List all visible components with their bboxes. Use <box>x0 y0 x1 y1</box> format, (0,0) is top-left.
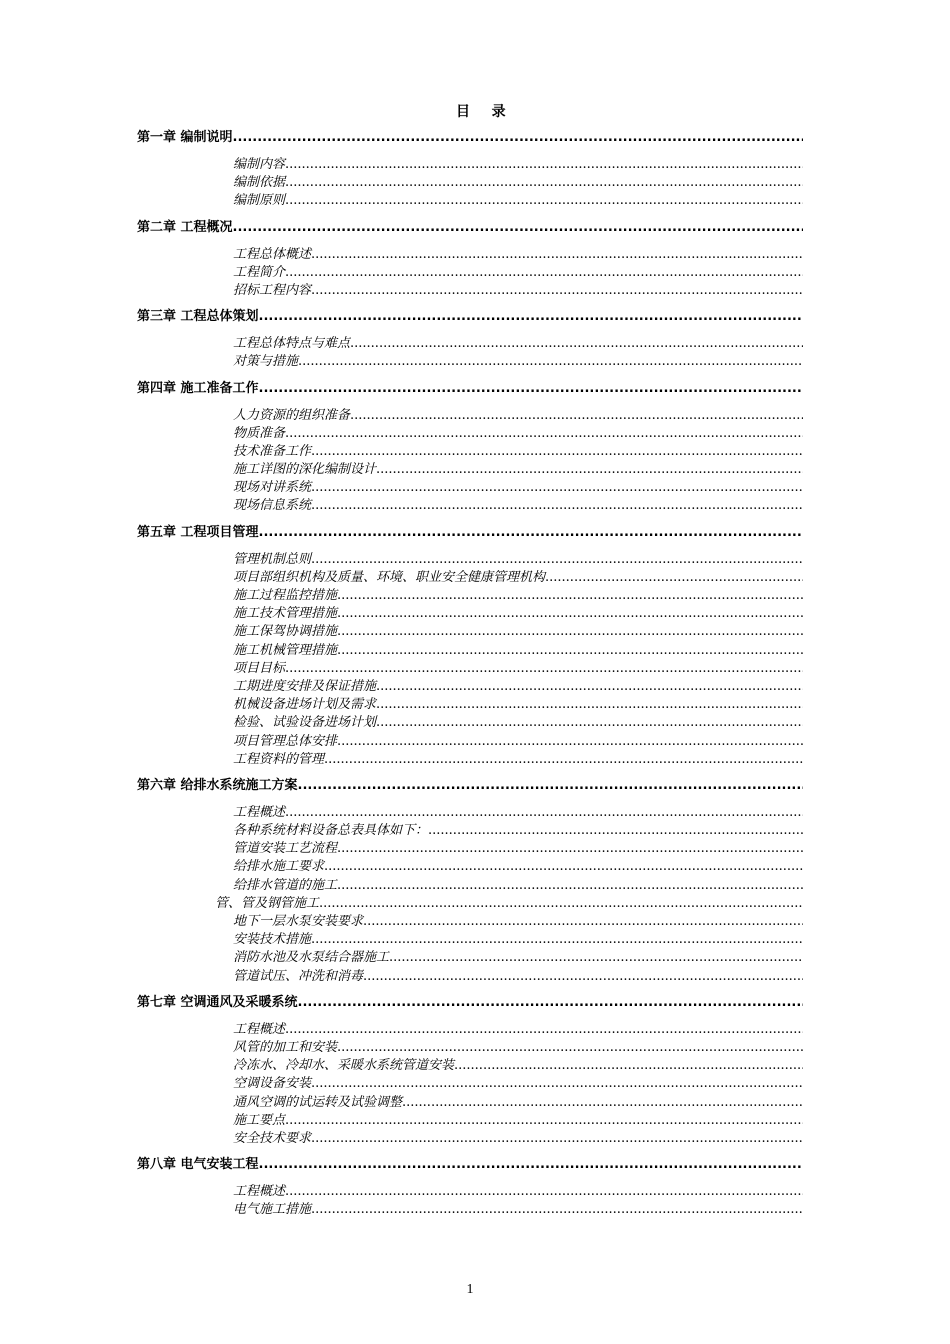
section-title: 管道安装工艺流程 <box>233 841 338 857</box>
toc-section-entry[interactable] <box>137 877 803 895</box>
section-title: 项目管理总体安排 <box>233 733 338 749</box>
chapter-title: 第八章 电气安装工程 <box>137 1157 259 1173</box>
toc-section-entry[interactable] <box>137 282 803 300</box>
section-title: 工程概述 <box>233 804 286 820</box>
dot-leader <box>319 895 803 913</box>
section-title: 工期进度安排及保证措施 <box>233 678 377 694</box>
toc-chapter-entry[interactable] <box>137 218 803 237</box>
dot-leader <box>311 1075 803 1093</box>
section-title: 管理机制总则 <box>233 551 312 567</box>
dot-leader <box>298 993 803 1012</box>
dot-leader <box>285 1021 803 1039</box>
dot-leader <box>285 264 803 282</box>
toc-section-entry[interactable] <box>137 497 803 515</box>
toc-chapter-entry[interactable] <box>137 128 803 147</box>
dot-leader <box>298 353 803 371</box>
section-title: 项目目标 <box>233 660 286 676</box>
toc-section-entry[interactable] <box>137 461 803 479</box>
toc-section-entry[interactable] <box>137 751 803 769</box>
section-title: 各种系统材料设备总表具体如下： <box>233 823 429 839</box>
toc-section-entry[interactable] <box>137 353 803 371</box>
dot-leader <box>285 1112 803 1130</box>
dot-leader <box>259 1155 803 1174</box>
section-title: 施工过程监控措施 <box>233 588 338 603</box>
toc-section-entry[interactable] <box>137 174 803 192</box>
dot-leader <box>259 307 803 326</box>
section-title: 消防水池及水泵结合器施工 <box>233 950 390 966</box>
toc-section-entry[interactable] <box>137 968 803 986</box>
chapter-title: 第三章 工程总体策划 <box>137 309 259 325</box>
toc-section-entry[interactable] <box>137 246 803 264</box>
dot-leader <box>337 877 803 895</box>
dot-leader <box>285 804 803 822</box>
toc-section-entry[interactable] <box>137 678 803 696</box>
toc-section-entry[interactable] <box>137 949 803 967</box>
toc-section-entry[interactable] <box>137 660 803 678</box>
dot-leader <box>337 605 803 623</box>
dot-leader <box>376 461 803 479</box>
dot-leader <box>285 660 803 678</box>
toc-section-entry[interactable] <box>137 335 803 353</box>
toc-section-entry[interactable] <box>137 642 803 660</box>
section-title: 施工详图的深化编制设计 <box>233 462 377 478</box>
dot-leader <box>337 840 803 858</box>
toc-section-entry[interactable] <box>137 913 803 931</box>
toc-section-entry[interactable] <box>137 479 803 497</box>
section-title: 技术准备工作 <box>233 443 312 459</box>
toc-section-entry[interactable] <box>137 623 803 641</box>
dot-leader <box>259 523 803 542</box>
dot-leader <box>363 913 803 931</box>
dot-leader <box>337 1039 803 1057</box>
dot-leader <box>285 425 803 443</box>
toc-chapter-entry[interactable] <box>137 993 803 1012</box>
toc-section-entry[interactable] <box>137 407 803 425</box>
toc-section-entry[interactable] <box>137 696 803 714</box>
section-title: 施工技术管理措施 <box>233 606 338 622</box>
section-title: 电气施工措施 <box>233 1202 312 1218</box>
dot-leader <box>285 192 803 210</box>
section-title: 管、管及钢管施工 <box>215 895 320 911</box>
chapter-title: 第四章 施工准备工作 <box>137 380 259 396</box>
section-title: 现场对讲系统 <box>233 480 312 496</box>
toc-chapter-entry[interactable] <box>137 379 803 398</box>
section-title: 工程资料的管理 <box>233 751 325 767</box>
toc-section-entry[interactable] <box>137 1094 803 1112</box>
toc-title: 目 录 <box>455 104 515 120</box>
dot-leader <box>298 776 803 795</box>
dot-leader <box>285 1183 803 1201</box>
dot-leader <box>324 858 803 876</box>
toc-section-entry[interactable] <box>137 804 803 822</box>
toc-section-entry[interactable] <box>137 443 803 461</box>
section-title: 工程简介 <box>233 264 286 280</box>
toc-section-entry[interactable] <box>137 192 803 210</box>
toc-section-entry[interactable] <box>137 605 803 623</box>
dot-leader <box>311 551 803 569</box>
section-title: 地下一层水泵安装要求 <box>233 914 364 929</box>
dot-leader <box>337 623 803 641</box>
toc-section-entry[interactable] <box>137 1183 803 1201</box>
toc-section-entry[interactable] <box>137 1057 803 1075</box>
toc-section-entry[interactable] <box>137 931 803 949</box>
toc-section-entry[interactable] <box>137 569 803 587</box>
toc-chapter-entry[interactable] <box>137 307 803 326</box>
section-title: 项目部组织机构及质量、环境、职业安全健康管理机构 <box>233 569 546 585</box>
toc-section-entry[interactable] <box>137 714 803 732</box>
dot-leader <box>376 714 803 732</box>
section-title: 检验、试验设备进场计划 <box>233 715 377 731</box>
section-title: 工程总体概述 <box>233 246 312 262</box>
section-title: 对策与措施 <box>233 354 299 370</box>
section-title: 施工要点 <box>233 1112 286 1128</box>
toc-section-entry[interactable] <box>137 1039 803 1057</box>
toc-section-entry[interactable] <box>137 1075 803 1093</box>
toc-section-entry[interactable] <box>137 1130 803 1148</box>
dot-leader <box>311 246 803 264</box>
section-title: 物质准备 <box>233 425 286 441</box>
toc-section-entry[interactable] <box>137 840 803 858</box>
section-title: 给排水施工要求 <box>233 859 325 875</box>
dot-leader <box>233 128 803 147</box>
toc-section-entry[interactable] <box>137 895 803 913</box>
section-title: 工程总体特点与难点 <box>233 336 351 352</box>
dot-leader <box>311 931 803 949</box>
toc-chapter-entry[interactable] <box>137 1155 803 1174</box>
section-title: 通风空调的试运转及试验调整 <box>233 1094 403 1110</box>
chapter-title: 第二章 工程概况 <box>137 219 233 235</box>
dot-leader <box>285 174 803 192</box>
toc-section-entry[interactable] <box>137 1112 803 1130</box>
section-title: 现场信息系统 <box>233 498 312 514</box>
dot-leader <box>545 569 803 587</box>
chapter-title: 第六章 给排水系统施工方案 <box>137 777 298 793</box>
toc-section-entry[interactable] <box>137 1201 803 1219</box>
page-number: 1 <box>466 1282 474 1297</box>
dot-leader <box>454 1057 803 1075</box>
dot-leader <box>337 733 803 751</box>
dot-leader <box>311 443 803 461</box>
dot-leader <box>259 379 803 398</box>
dot-leader <box>285 156 803 174</box>
dot-leader <box>376 696 803 714</box>
toc-section-entry[interactable] <box>137 587 803 605</box>
section-title: 编制原则 <box>233 193 286 209</box>
section-title: 空调设备安装 <box>233 1076 312 1092</box>
section-title: 工程概述 <box>233 1184 286 1200</box>
section-title: 安装技术措施 <box>233 932 312 948</box>
dot-leader <box>350 407 803 425</box>
chapter-title: 第一章 编制说明 <box>137 130 233 145</box>
dot-leader <box>337 587 803 605</box>
toc-section-entry[interactable] <box>137 822 803 840</box>
dot-leader <box>311 479 803 497</box>
section-title: 工程概述 <box>233 1021 286 1037</box>
section-title: 管道试压、冲洗和消毒 <box>233 968 364 984</box>
section-title: 施工机械管理措施 <box>233 642 338 658</box>
dot-leader <box>428 822 803 840</box>
toc-list <box>137 128 803 1219</box>
toc-section-entry[interactable] <box>137 425 803 443</box>
toc-section-entry[interactable] <box>137 551 803 569</box>
section-title: 风管的加工和安装 <box>233 1039 338 1055</box>
toc-chapter-entry[interactable] <box>137 523 803 542</box>
dot-leader <box>376 678 803 696</box>
toc-section-entry[interactable] <box>137 1021 803 1039</box>
dot-leader <box>311 282 803 300</box>
section-title: 施工保驾协调措施 <box>233 624 338 640</box>
toc-chapter-entry[interactable] <box>137 776 803 795</box>
section-title: 人力资源的组织准备 <box>233 407 351 423</box>
toc-section-entry[interactable] <box>137 156 803 174</box>
toc-section-entry[interactable] <box>137 858 803 876</box>
dot-leader <box>402 1094 803 1112</box>
section-title: 冷冻水、冷却水、采暖水系统管道安装 <box>233 1058 455 1074</box>
toc-section-entry[interactable] <box>137 733 803 751</box>
dot-leader <box>389 949 803 967</box>
dot-leader <box>337 642 803 660</box>
section-title: 给排水管道的施工 <box>233 877 338 893</box>
toc-section-entry[interactable] <box>137 264 803 282</box>
section-title: 编制依据 <box>233 175 286 191</box>
section-title: 编制内容 <box>233 157 286 172</box>
section-title: 机械设备进场计划及需求 <box>233 697 377 713</box>
dot-leader <box>311 1201 803 1219</box>
dot-leader <box>311 1130 803 1148</box>
dot-leader <box>311 497 803 515</box>
dot-leader <box>363 968 803 986</box>
section-title: 招标工程内容 <box>233 282 312 298</box>
dot-leader <box>233 218 803 237</box>
chapter-title: 第五章 工程项目管理 <box>137 524 259 540</box>
dot-leader <box>324 751 803 769</box>
chapter-title: 第七章 空调通风及采暖系统 <box>137 994 298 1010</box>
dot-leader <box>350 335 803 353</box>
section-title: 安全技术要求 <box>233 1130 312 1146</box>
